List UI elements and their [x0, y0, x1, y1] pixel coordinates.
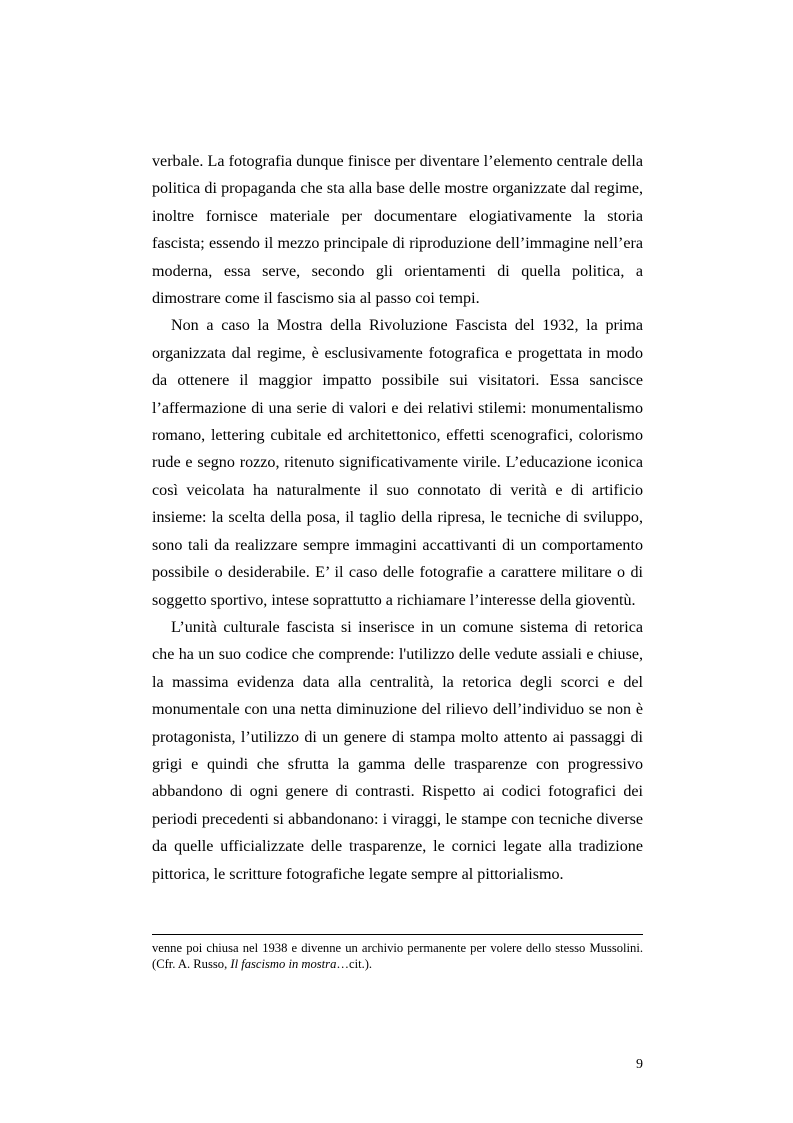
- footnote-text-before: venne poi chiusa nel 1938 e divenne un archivio permanente per volere dello stesso Mussolini. (Cfr. A. Russo,: [152, 941, 643, 971]
- footnote-cited-title: Il fascismo in mostra: [230, 957, 337, 971]
- paragraph-unita-culturale: L’unità culturale fascista si inserisce in un comune sistema di retorica che ha un suo codice che comprende: l'utilizzo delle vedute assiali e chiuse, la massima evidenza data alla centralità, la retorica degli scorci e del monumentale con una netta diminuzione del rilievo dell’individuo se non è protagonista, l’utilizzo di un genere di stampa molto attento ai passaggi di grigi e quindi che sfrutta la gamma delle trasparenze con progressivo abbandono di ogni genere di contrasti. Rispetto ai codici fotografici dei periodi precedenti si abbandonano: i viraggi, le stampe con tecniche diverse da quelle ufficializzate delle trasparenze, le cornici legate alla tradizione pittorica, le scritture fotografiche legate sempre al pittorialismo.: [152, 618, 643, 883]
- footnote-text-after: …cit.).: [336, 957, 373, 971]
- body-text: [152, 148, 643, 888]
- paragraph-mostra-rivoluzione: Non a caso la Mostra della Rivoluzione Fascista del 1932, la prima organizzata dal regime, è esclusivamente fotografica e progettata in modo da ottenere il maggior impatto possibile sui visitatori. Essa sancisce l’affermazione di una serie di valori e dei relativi stilemi: monumentalismo romano, lettering cubitale ed architettonico, effetti scenografici, colorismo rude e segno rozzo, ritenuto significativamente virile. L’educazione iconica così veicolata ha naturalmente il suo connotato di verità e di artificio insieme: la scelta della posa, il taglio della ripresa, le tecniche di sviluppo, sono tali da realizzare sempre immagini accattivanti di un comportamento possibile o desiderabile. E’ il caso delle fotografie a carattere militare o di soggetto sportivo, intese soprattutto a richiamare l’interesse della gioventù.: [152, 317, 643, 609]
- footnote-separator: [152, 934, 643, 935]
- footnote: [152, 940, 643, 972]
- paragraph-continued: verbale. La fotografia dunque finisce per diventare l’elemento centrale della politica di propaganda che sta alla base delle mostre organizzate dal regime, inoltre fornisce materiale per documentare elogiativamente la storia fascista; essendo il mezzo principale di riproduzione dell’immagine nell’era moderna, essa serve, secondo gli orientamenti di quella politica, a dimostrare come il fascismo sia al passo coi tempi.: [152, 153, 643, 308]
- page-number: 9: [636, 1057, 643, 1072]
